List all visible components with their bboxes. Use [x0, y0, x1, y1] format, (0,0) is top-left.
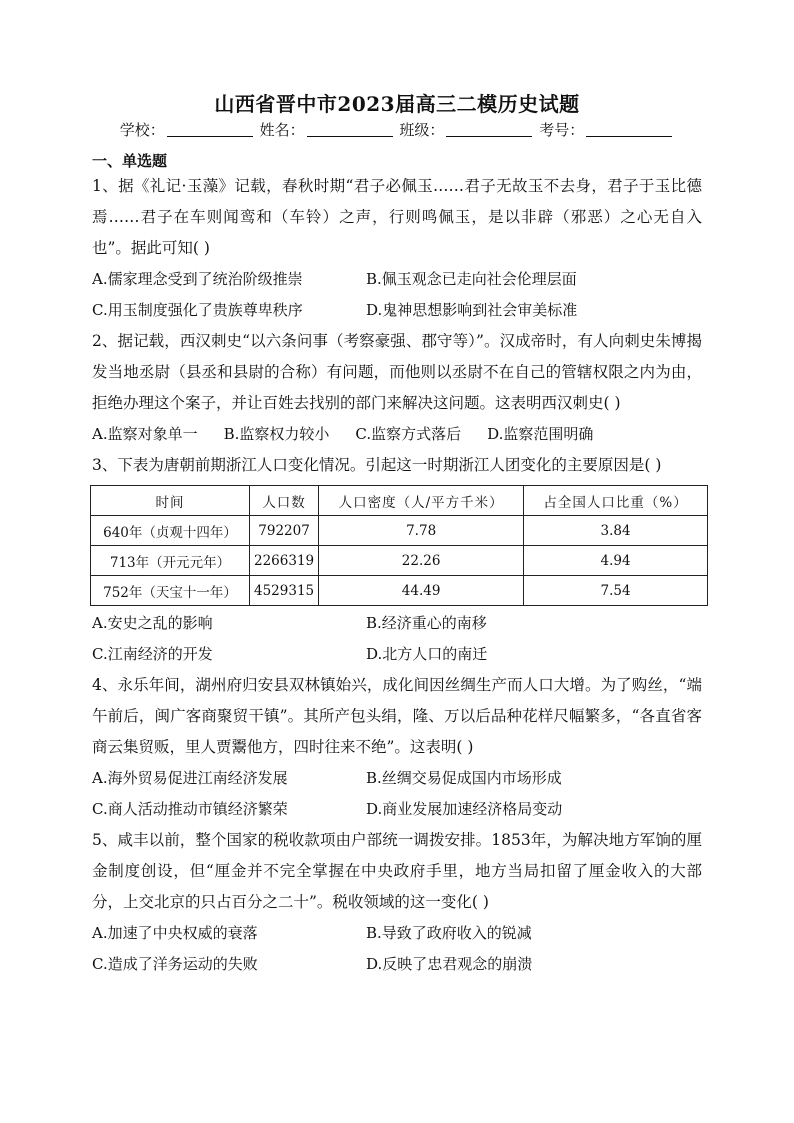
table-cell: 640年（贞观十四年） [91, 516, 250, 546]
question-5-option-c: C.造成了洋务运动的失败 [92, 955, 258, 973]
question-4-option-c: C.商人活动推动市镇经济繁荣 [92, 800, 288, 818]
question-3-text: 3、下表为唐朝前期浙江人口变化情况。引起这一时期浙江人团变化的主要原因是( ) [92, 456, 662, 474]
question-5-options-row-2 [92, 949, 702, 980]
table-cell: 3.84 [524, 516, 708, 546]
table-cell: 752年（天宝十一年） [91, 576, 250, 606]
question-2-options [92, 419, 702, 450]
question-4-options-row-2 [92, 794, 702, 825]
header-time: 时间 [91, 486, 250, 516]
header-density: 人口密度（人/平方千米） [319, 486, 524, 516]
table-cell: 2266319 [250, 546, 319, 576]
table-cell: 713年（开元元年） [91, 546, 250, 576]
table-row [91, 516, 708, 546]
question-5-text: 5、咸丰以前，整个国家的税收款项由户部统一调拨安排。1853年，为解决地方军饷的厘金制度创设，但“厘金并不完全掌握在中央政府手里，地方当局扣留了厘金收入的大部分，上交北京的只占百分之二十”。税收领域的这一变化( ) [92, 831, 702, 911]
table-header-row [91, 486, 708, 516]
table-row [91, 576, 708, 606]
table-cell: 792207 [250, 516, 319, 546]
table-cell: 4.94 [524, 546, 708, 576]
exam-number-blank [586, 122, 672, 137]
question-2-option-a: A.监察对象单一 [92, 425, 198, 443]
name-blank [307, 122, 393, 137]
table-cell: 7.54 [524, 576, 708, 606]
school-label: 学校： [119, 121, 165, 139]
question-1-option-b: B.佩玉观念已走向社会伦理层面 [366, 270, 577, 288]
question-1-text: 1、据《礼记·玉藻》记载，春秋时期“君子必佩玉……君子无故玉不去身，君子于玉比德焉……君子在车则闻鸾和（车铃）之声，行则鸣佩玉，是以非辟（邪恶）之心无自入也”。据此可知( ) [92, 177, 702, 257]
class-blank [446, 122, 532, 137]
question-4-option-d: D.商业发展加速经济格局变动 [366, 800, 563, 818]
question-4-option-b: B.丝绸交易促成国内市场形成 [366, 769, 562, 787]
table-cell: 22.26 [319, 546, 524, 576]
name-label: 姓名： [259, 121, 305, 139]
question-1-option-d: D.鬼神思想影响到社会审美标准 [366, 301, 578, 319]
question-4-text: 4、永乐年间，湖州府归安县双林镇始兴，成化间因丝绸生产而人口大增。为了购丝，“端午前后，闽广客商聚贸干镇”。其所产包头绢，隆、万以后品种花样尺幅繁多，“各直省客商云集贸贩，里人贾鬻他方，四时往来不绝”。这表明( ) [92, 676, 702, 756]
question-3-option-c: C.江南经济的开发 [92, 645, 213, 663]
header-population: 人口数 [250, 486, 319, 516]
header-share: 占全国人口比重（%） [524, 486, 708, 516]
question-1-options-row-1 [92, 264, 702, 295]
question-5-option-a: A.加速了中央权威的衰落 [92, 924, 258, 942]
exam-number-label: 考号： [539, 121, 585, 139]
table-cell: 44.49 [319, 576, 524, 606]
class-label: 班级： [399, 121, 445, 139]
question-4-options-row-1 [92, 763, 702, 794]
table-cell: 7.78 [319, 516, 524, 546]
school-blank [167, 122, 253, 137]
question-2-text: 2、据记载，西汉刺史“以六条问事（考察豪强、郡守等）”。汉成帝时，有人向刺史朱博揭发当地丞尉（县丞和县尉的合称）有问题，而他则以丞尉不在自己的管辖权限之内为由，拒绝办理这个案子，并让百姓去找别的部门来解决这问题。这表明西汉刺史( ) [92, 332, 702, 412]
question-2-option-d: D.监察范围明确 [487, 425, 594, 443]
question-3-options-row-1 [92, 608, 702, 639]
exam-title: 山西省晋中市2023届高三二模历史试题 [214, 92, 580, 116]
question-1-option-a: A.儒家理念受到了统治阶级推崇 [92, 270, 303, 288]
section-heading: 一、单选题 [92, 152, 168, 170]
question-3-option-b: B.经济重心的南移 [366, 614, 487, 632]
student-info-line [92, 119, 702, 141]
question-2-option-b: B.监察权力较小 [223, 425, 330, 443]
question-5-option-d: D.反映了忠君观念的崩溃 [366, 955, 533, 973]
question-3-option-d: D.北方人口的南迁 [366, 645, 488, 663]
table-cell: 4529315 [250, 576, 319, 606]
table-row [91, 546, 708, 576]
population-table [90, 485, 708, 606]
question-1-option-c: C.用玉制度强化了贵族尊卑秩序 [92, 301, 303, 319]
question-5-option-b: B.导致了政府收入的锐减 [366, 924, 532, 942]
question-4-option-a: A.海外贸易促进江南经济发展 [92, 769, 288, 787]
question-5-options-row-1 [92, 918, 702, 949]
question-3-options-row-2 [92, 639, 702, 670]
question-2-option-c: C.监察方式落后 [355, 425, 462, 443]
question-1-options-row-2 [92, 295, 702, 326]
question-3-option-a: A.安史之乱的影响 [92, 614, 213, 632]
